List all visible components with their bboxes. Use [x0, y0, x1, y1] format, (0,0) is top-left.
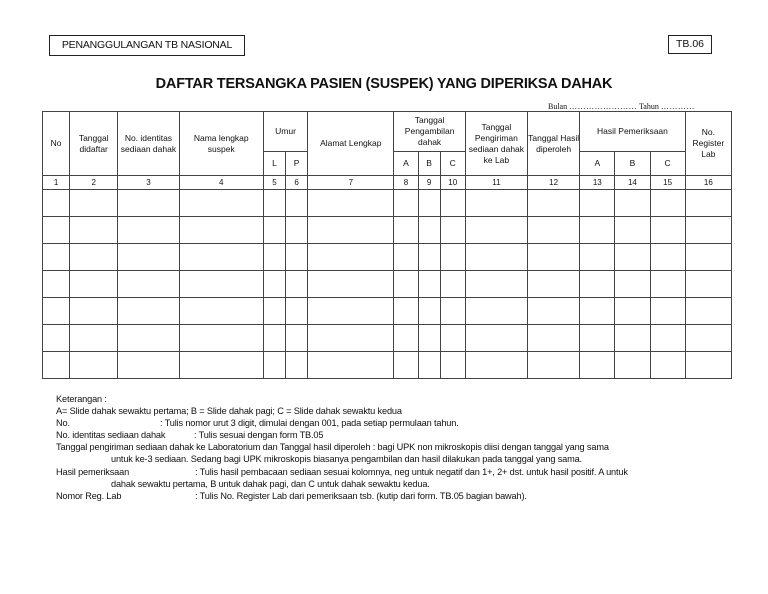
note-no-label: No. — [56, 418, 70, 429]
header-hasil: Hasil Pemeriksaan — [580, 112, 685, 152]
table-cell[interactable] — [440, 325, 465, 352]
note-reg — [56, 490, 609, 502]
table-cell[interactable] — [43, 352, 70, 379]
column-number: 16 — [685, 176, 731, 190]
table-cell[interactable] — [118, 352, 179, 379]
header-pengambilan-b: B — [418, 152, 440, 176]
table-cell[interactable] — [418, 271, 440, 298]
table-cell[interactable] — [685, 298, 731, 325]
table-cell[interactable] — [615, 271, 650, 298]
table-cell[interactable] — [685, 325, 731, 352]
table-cell[interactable] — [580, 352, 615, 379]
table-cell[interactable] — [685, 190, 731, 217]
table-cell[interactable] — [263, 271, 285, 298]
table-cell[interactable] — [118, 217, 179, 244]
table-cell[interactable] — [465, 244, 527, 271]
column-number: 9 — [418, 176, 440, 190]
note-hasil-line2: dahak sewaktu pertama, B untuk dahak pagi, dan C untuk dahak sewaktu kedua. — [111, 478, 430, 489]
table-cell[interactable] — [418, 325, 440, 352]
table-cell[interactable] — [394, 244, 418, 271]
column-number: 14 — [615, 176, 650, 190]
table-cell[interactable] — [179, 244, 263, 271]
note-reg-text: : Tulis No. Register Lab dari pemeriksaan tsb. (kutip dari form. TB.05 bagian bawah). — [195, 490, 527, 501]
column-number: 2 — [70, 176, 118, 190]
table-cell[interactable] — [465, 298, 527, 325]
table-cell[interactable] — [465, 352, 527, 379]
table-cell[interactable] — [308, 190, 394, 217]
table-row — [43, 190, 732, 217]
table-cell[interactable] — [286, 325, 308, 352]
table-cell[interactable] — [528, 298, 580, 325]
column-number: 10 — [440, 176, 465, 190]
table-cell[interactable] — [418, 244, 440, 271]
header-tanggal-didaftar: Tanggal didaftar — [70, 112, 118, 176]
table-cell[interactable] — [465, 190, 527, 217]
program-name-box: PENANGGULANGAN TB NASIONAL — [49, 35, 245, 56]
note-reg-label: Nomor Reg. Lab — [56, 490, 122, 501]
header-tgl-pengambilan: Tanggal Pengambilan dahak — [394, 112, 465, 152]
notes-legend: A= Slide dahak sewaktu pertama; B = Slide dahak pagi; C = Slide dahak sewaktu kedua — [56, 406, 402, 417]
table-cell[interactable] — [615, 190, 650, 217]
table-cell[interactable] — [394, 352, 418, 379]
column-number: 15 — [650, 176, 685, 190]
table-cell[interactable] — [394, 271, 418, 298]
bulan-field[interactable]: …………………… — [569, 102, 638, 111]
table-cell[interactable] — [394, 298, 418, 325]
table-cell[interactable] — [286, 217, 308, 244]
table-cell[interactable] — [118, 325, 179, 352]
column-number: 5 — [263, 176, 285, 190]
table-cell[interactable] — [685, 244, 731, 271]
table-cell[interactable] — [528, 190, 580, 217]
column-number: 4 — [179, 176, 263, 190]
table-cell[interactable] — [70, 271, 118, 298]
header-alamat: Alamat Lengkap — [308, 112, 394, 176]
table-cell[interactable] — [528, 244, 580, 271]
header-tgl-pengiriman: Tanggal Pengiriman sediaan dahak ke Lab — [465, 112, 527, 176]
table-cell[interactable] — [580, 325, 615, 352]
header-umur-p: P — [286, 152, 308, 176]
table-cell[interactable] — [418, 217, 440, 244]
table-cell[interactable] — [286, 352, 308, 379]
column-number: 3 — [118, 176, 179, 190]
tahun-field[interactable]: ………… — [660, 102, 695, 111]
table-cell[interactable] — [615, 298, 650, 325]
table-cell[interactable] — [394, 190, 418, 217]
table-cell[interactable] — [286, 298, 308, 325]
table-cell[interactable] — [179, 217, 263, 244]
header-pengambilan-c: C — [440, 152, 465, 176]
table-cell[interactable] — [308, 298, 394, 325]
header-umur: Umur — [263, 112, 307, 152]
column-number: 13 — [580, 176, 615, 190]
table-cell[interactable] — [43, 190, 70, 217]
table-cell[interactable] — [286, 244, 308, 271]
table-cell[interactable] — [308, 325, 394, 352]
table-cell[interactable] — [308, 244, 394, 271]
table-cell[interactable] — [263, 217, 285, 244]
table-cell[interactable] — [528, 352, 580, 379]
table-cell[interactable] — [308, 217, 394, 244]
table-cell[interactable] — [650, 244, 685, 271]
table-cell[interactable] — [615, 352, 650, 379]
table-cell[interactable] — [465, 217, 527, 244]
table-cell[interactable] — [118, 271, 179, 298]
header-umur-l: L — [263, 152, 285, 176]
header-hasil-a: A — [580, 152, 615, 176]
header-hasil-b: B — [615, 152, 650, 176]
suspect-register-table — [42, 111, 732, 379]
table-cell[interactable] — [179, 298, 263, 325]
table-cell[interactable] — [418, 298, 440, 325]
table-cell[interactable] — [685, 352, 731, 379]
table-cell[interactable] — [465, 271, 527, 298]
table-cell[interactable] — [580, 244, 615, 271]
table-cell[interactable] — [70, 244, 118, 271]
table-cell[interactable] — [615, 325, 650, 352]
table-cell[interactable] — [440, 271, 465, 298]
table-cell[interactable] — [179, 271, 263, 298]
table-cell[interactable] — [263, 190, 285, 217]
table-cell[interactable] — [308, 352, 394, 379]
note-no-text: : Tulis nomor urut 3 digit, dimulai dengan 001, pada setiap permulaan tahun. — [160, 418, 459, 429]
note-tanggal-line2: untuk ke-3 sediaan. Sedang bagi UPK mikroskopis biasanya pengambilan dan hasil dilakukan pada tanggal yang sama. — [111, 454, 582, 465]
table-row — [43, 217, 732, 244]
note-hasil-text1: : Tulis hasil pembacaan sediaan sesuai kolomnya, neg untuk negatif dan 1+, 2+ dst. untuk hasil positif. A untuk — [195, 466, 628, 477]
table-cell[interactable] — [440, 352, 465, 379]
table-cell[interactable] — [685, 271, 731, 298]
table-cell[interactable] — [43, 298, 70, 325]
column-number: 8 — [394, 176, 418, 190]
table-cell[interactable] — [650, 271, 685, 298]
table-row — [43, 325, 732, 352]
note-tanggal-line1: Tanggal pengiriman sediaan dahak ke Laboratorium dan Tanggal hasil diperoleh : bagi UPK non mikroskopis diisi dengan tanggal yang sama — [56, 442, 609, 453]
table-cell[interactable] — [179, 190, 263, 217]
table-row — [43, 271, 732, 298]
header-nama: Nama lengkap suspek — [179, 112, 263, 176]
table-row — [43, 244, 732, 271]
column-number-row — [43, 176, 732, 190]
table-cell[interactable] — [286, 271, 308, 298]
table-cell[interactable] — [70, 190, 118, 217]
header-hasil-c: C — [650, 152, 685, 176]
table-cell[interactable] — [394, 217, 418, 244]
table-cell[interactable] — [263, 244, 285, 271]
column-number: 6 — [286, 176, 308, 190]
table-cell[interactable] — [263, 298, 285, 325]
table-cell[interactable] — [650, 217, 685, 244]
form-code-box: TB.06 — [668, 35, 712, 54]
table-cell[interactable] — [70, 352, 118, 379]
tahun-label: Tahun — [638, 102, 659, 111]
column-number: 1 — [43, 176, 70, 190]
header-tgl-hasil: Tanggal Hasil diperoleh — [528, 112, 580, 176]
table-cell[interactable] — [580, 217, 615, 244]
table-cell[interactable] — [43, 217, 70, 244]
table-cell[interactable] — [528, 271, 580, 298]
table-cell[interactable] — [70, 217, 118, 244]
table-cell[interactable] — [440, 298, 465, 325]
period-line — [548, 102, 695, 111]
table-cell[interactable] — [263, 352, 285, 379]
table-cell[interactable] — [308, 271, 394, 298]
page-title: DAFTAR TERSANGKA PASIEN (SUSPEK) YANG DIPERIKSA DAHAK — [155, 76, 613, 92]
table-cell[interactable] — [179, 325, 263, 352]
note-identitas-text: : Tulis sesuai dengan form TB.05 — [194, 430, 324, 441]
note-hasil — [56, 466, 628, 478]
table-cell[interactable] — [650, 352, 685, 379]
table-cell[interactable] — [263, 325, 285, 352]
column-number: 7 — [308, 176, 394, 190]
table-cell[interactable] — [650, 298, 685, 325]
table-cell[interactable] — [440, 217, 465, 244]
table-cell[interactable] — [418, 352, 440, 379]
table-cell[interactable] — [43, 325, 70, 352]
column-number: 11 — [465, 176, 527, 190]
table-row — [43, 352, 732, 379]
notes-heading: Keterangan : — [56, 394, 107, 404]
table-cell[interactable] — [580, 298, 615, 325]
table-row — [43, 298, 732, 325]
note-no — [56, 417, 609, 429]
table-cell[interactable] — [528, 325, 580, 352]
table-cell[interactable] — [650, 190, 685, 217]
table-cell[interactable] — [179, 352, 263, 379]
note-identitas-label: No. identitas sediaan dahak — [56, 430, 166, 441]
table-cell[interactable] — [580, 271, 615, 298]
table-cell[interactable] — [394, 325, 418, 352]
table-cell[interactable] — [465, 325, 527, 352]
table-cell[interactable] — [70, 325, 118, 352]
notes-section — [56, 393, 628, 502]
table-cell[interactable] — [118, 190, 179, 217]
table-cell[interactable] — [70, 298, 118, 325]
table-cell[interactable] — [286, 190, 308, 217]
table-cell[interactable] — [685, 217, 731, 244]
note-identitas — [56, 429, 609, 441]
table-cell[interactable] — [43, 244, 70, 271]
table-cell[interactable] — [440, 190, 465, 217]
column-number: 12 — [528, 176, 580, 190]
table-cell[interactable] — [580, 190, 615, 217]
table-cell[interactable] — [528, 217, 580, 244]
table-cell[interactable] — [118, 298, 179, 325]
header-register: No. Register Lab — [685, 112, 731, 176]
table-cell[interactable] — [615, 244, 650, 271]
table-cell[interactable] — [43, 271, 70, 298]
header-no: No — [43, 112, 70, 176]
note-hasil-label: Hasil pemeriksaan — [56, 466, 130, 477]
bulan-label: Bulan — [548, 102, 568, 111]
table-cell[interactable] — [118, 244, 179, 271]
table-cell[interactable] — [615, 217, 650, 244]
table-cell[interactable] — [440, 244, 465, 271]
header-pengambilan-a: A — [394, 152, 418, 176]
header-no-identitas: No. identitas sediaan dahak — [118, 112, 179, 176]
table-cell[interactable] — [418, 190, 440, 217]
table-cell[interactable] — [650, 325, 685, 352]
